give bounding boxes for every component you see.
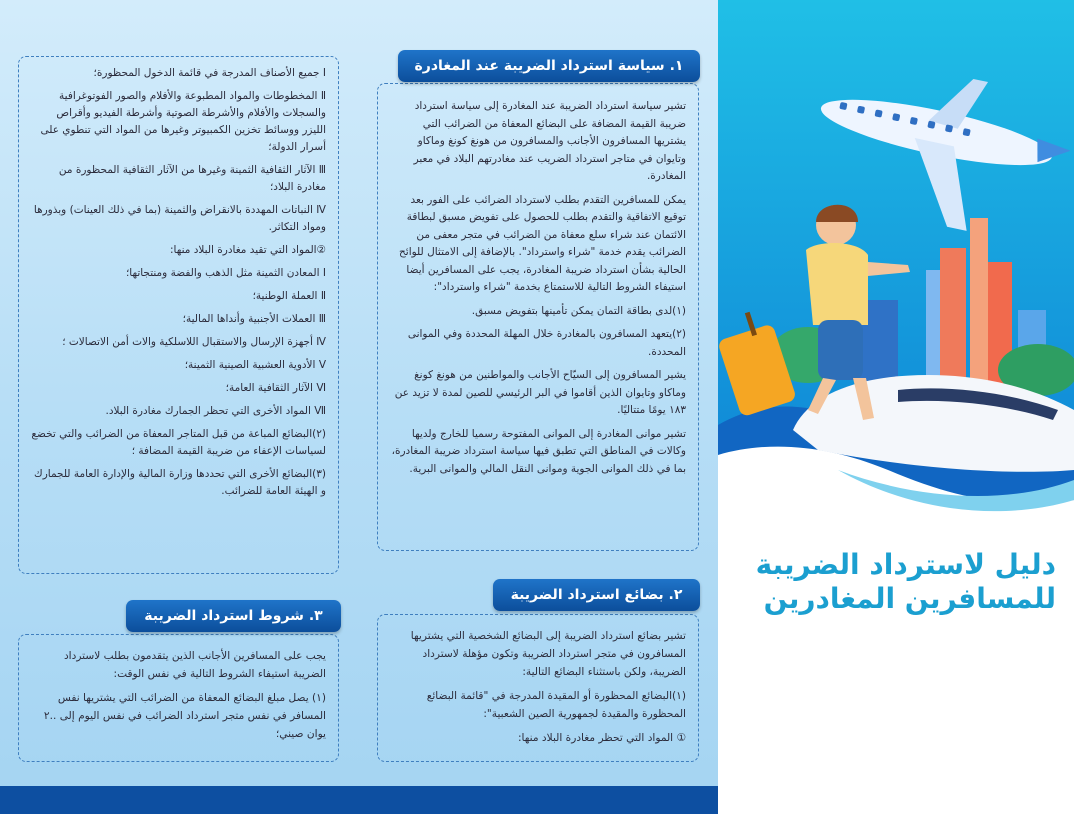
building-icon bbox=[970, 218, 988, 388]
title-line-2: للمسافرين المغادرين bbox=[763, 582, 1056, 615]
section2-paragraph: ① المواد التي تحظر مغادرة البلاد منها: bbox=[517, 732, 686, 744]
section1-header: ١. سياسة استرداد الضريبة عند المغادرة bbox=[398, 50, 700, 82]
section3-box bbox=[18, 634, 339, 762]
section1-paragraph: (٢)يتعهد المسافرون بالمغادرة خلال المهلة المحددة وفي الموانى المحددة. bbox=[407, 328, 686, 358]
cover-panel bbox=[718, 0, 1074, 814]
section2-paragraph: (١)البضائع المحظورة أو المقيدة المدرجة في "قائمة البضائع المحظورة والمقيدة لجمهورية الصين الشعبية": bbox=[426, 690, 686, 720]
restricted-item: (٣)البضائع الأخرى التي تحددها وزارة المالية والإدارة العامة للجمارك و الهيئة العامة للضرائب. bbox=[34, 468, 326, 497]
section1-paragraph: يمكن للمسافرين التقدم بطلب لاسترداد الضرائب على الفور بعد توقيع الاتفاقية والتقدم بطلب للحصول على تفويض مسبق لبطاقة الائتمان عند شراء سلع معفاة من الضرائب في متجر معفى من الضرائب يقدم خدمة "شراء واسترداد". بالإضافة إلى الامتثال للوائح الحالية بشأن استرداد ضريبة المغادرة، يجب على المسافرين أيضا استيفاء الشروط التالية للاستمتاع بخدمة "شراء واسترداد": bbox=[399, 193, 686, 293]
section1-box bbox=[377, 83, 699, 551]
restricted-item: Ⅱ المخطوطات والمواد المطبوعة والأفلام والصور الفوتوغرافية والسجلات والأفلام والأشرطة الصوتية وأشرطة الفيديو وأقراص الليزر ووسائط تخزين الكمبيوتر وغيرها من المواد التي تنطوي على أسرار الدولة؛ bbox=[40, 90, 326, 153]
restricted-item: Ⅰ جميع الأصناف المدرجة في قائمة الدخول المحظورة؛ bbox=[93, 67, 326, 79]
brochure-title bbox=[726, 548, 1056, 616]
section1-paragraph: تشير موانى المغادرة إلى الموانى المفتوحة رسميا للخارج ولديها وكالات في المناطق التي تطبق فيها سياسة استرداد ضريبة المغادرة، بما في ذلك الموانى الجوية وموانى النقل المالي والموانى البرية. bbox=[391, 427, 686, 475]
restricted-item: (٢)البضائع المباعة من قبل المتاجر المعفاة من الضرائب والتي تخضع لسياسات الإعفاء من ضريبة القيمة المضافة ؛ bbox=[31, 428, 326, 457]
restricted-item: Ⅳ النباتات المهددة بالانقراض والثمينة (بما في ذلك العينات) وبذورها ومواد التكاثر. bbox=[33, 204, 326, 233]
section3-paragraph: (١) يصل مبلغ البضائع المعفاة من الضرائب التي يشتريها نفس المسافر في نفس متجر استرداد الضرائب في نفس اليوم إلى ..٢ يوان صيني؛ bbox=[43, 692, 326, 740]
restricted-item: Ⅱ العملة الوطنية؛ bbox=[252, 290, 326, 302]
restricted-item: Ⅵ الآثار الثقافية العامة؛ bbox=[225, 382, 326, 394]
title-line-1: دليل لاسترداد الضريبة bbox=[755, 548, 1056, 581]
restricted-item: Ⅲ العملات الأجنبية وأنداها المالية؛ bbox=[182, 313, 326, 325]
restricted-item: ②المواد التي تقيد مغادرة البلاد منها: bbox=[170, 244, 326, 256]
section2-paragraph: تشير بضائع استرداد الضريبة إلى البضائع الشخصية التي يشتريها المسافرون في متجر استرداد الضريبة وتكون مؤهلة لاسترداد الضريبة، ولكن باستثناء البضائع التالية: bbox=[410, 630, 686, 678]
section3-paragraph: يجب على المسافرين الأجانب الذين يتقدمون بطلب لاسترداد الضريبة استيفاء الشروط التالية في نفس الوقت: bbox=[63, 650, 326, 680]
footer-bar bbox=[0, 786, 718, 814]
restricted-item: Ⅲ الآثار الثقافية الثمينة وغيرها من الآثار الثقافية المحظورة من مغادرة البلاد؛ bbox=[58, 164, 326, 193]
building-icon bbox=[926, 270, 940, 388]
restricted-item: Ⅶ المواد الأخرى التي تحظر الجمارك مغادرة البلاد. bbox=[105, 405, 326, 417]
section3-header: ٣. شروط استرداد الضريبة bbox=[126, 600, 341, 632]
section1-paragraph: (١)لدى بطاقة التمان يمكن تأمينها بتفويض مسبق. bbox=[471, 304, 686, 317]
section2-continued-box bbox=[18, 56, 339, 574]
section2-box bbox=[377, 614, 699, 762]
travel-illustration bbox=[718, 0, 1074, 520]
section1-paragraph: يشير المسافرون إلى السيّاح الأجانب والمواطنين من هونغ كونغ وماكاو وتايوان الذين أقاموا في البر الرئيسي للصين لمدة لا تزيد عن ١٨٣ يومًا متتاليًا. bbox=[394, 369, 686, 416]
section1-paragraph: تشير سياسة استرداد الضريبة عند المغادرة إلى سياسة استرداد ضريبة القيمة المضافة على البضائع المعفاة من الضرائب التي يشتريها المسافرون الأجانب والمسافرون من هونغ كونغ وماكاو وتايوان في متاجر استرداد الضريب عند مغادرتهم البلاد في معبر المغادرة. bbox=[413, 100, 686, 182]
restricted-item: Ⅴ الأدوية العشبية الصينية الثمينة؛ bbox=[184, 359, 326, 371]
restricted-item: Ⅳ أجهزة الإرسال والاستقبال اللاسلكية والات أمن الاتصالات ؛ bbox=[62, 336, 326, 348]
building-icon bbox=[940, 248, 966, 388]
restricted-item: Ⅰ المعادن الثمينة مثل الذهب والفضة ومنتجاتها؛ bbox=[125, 267, 326, 279]
section2-header: ٢. بضائع استرداد الضريبة bbox=[493, 579, 700, 611]
